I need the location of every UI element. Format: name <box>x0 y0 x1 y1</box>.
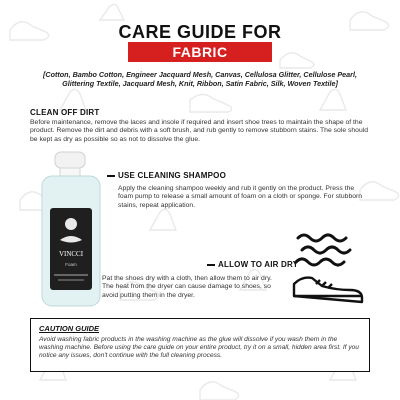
section-title-air-dry: ALLOW TO AIR DRY <box>218 260 299 269</box>
section-dash <box>107 175 115 177</box>
section-text-air-dry: Pat the shoes dry with a cloth, then allow them to air dry. The heat from the dryer can cause damage to shoes, so avoid putting them in the dryer. <box>102 275 272 299</box>
section-text-clean-dirt: Before maintenance, remove the laces and insole if required and insert shoe trees to maintain the shape of the product. Remove the dirt and debris with a soft brush, and rub gently to remove stubborn stains. The sole should be kept as dry as possible so as not to dissolve the glue. <box>30 119 369 143</box>
foam-bottle-icon <box>38 150 104 310</box>
caution-box <box>30 318 370 372</box>
bottle-brand: VINCCI <box>58 250 84 258</box>
section-title-clean-dirt: CLEAN OFF DIRT <box>30 108 100 117</box>
fabric-badge: FABRIC <box>128 42 272 62</box>
section-dash <box>207 264 215 266</box>
air-dry-shoe-icon <box>288 228 368 308</box>
caution-title: CAUTION GUIDE <box>39 324 99 333</box>
materials-list: [Cotton, Bambo Cotton, Engineer Jacquard Mesh, Canvas, Cellulosa Glitter, Cellulose Pearl, Glittering Textile, Jacquard Mesh, Knit, Ribbon, Satin Fabric, Silk, Woven Textile] <box>43 70 357 88</box>
page-title: CARE GUIDE FOR <box>118 22 282 42</box>
bottle-label: Foam <box>65 262 77 267</box>
section-title-shampoo: USE CLEANING SHAMPOO <box>118 171 227 180</box>
caution-text: Avoid washing fabric products in the washing machine as the glue will dissolve if you wash them in the washing machine. Before using the care guide on your entire product, try it on a small, hidden area first. If you notice any issues, don't continue with the full cleaning process. <box>39 336 359 360</box>
section-text-shampoo: Apply the cleaning shampoo weekly and rub it gently on the product. Press the foam pump to release a small amount of foam on a cloth or sponge. For stubborn stains, repeat application. <box>118 185 363 209</box>
